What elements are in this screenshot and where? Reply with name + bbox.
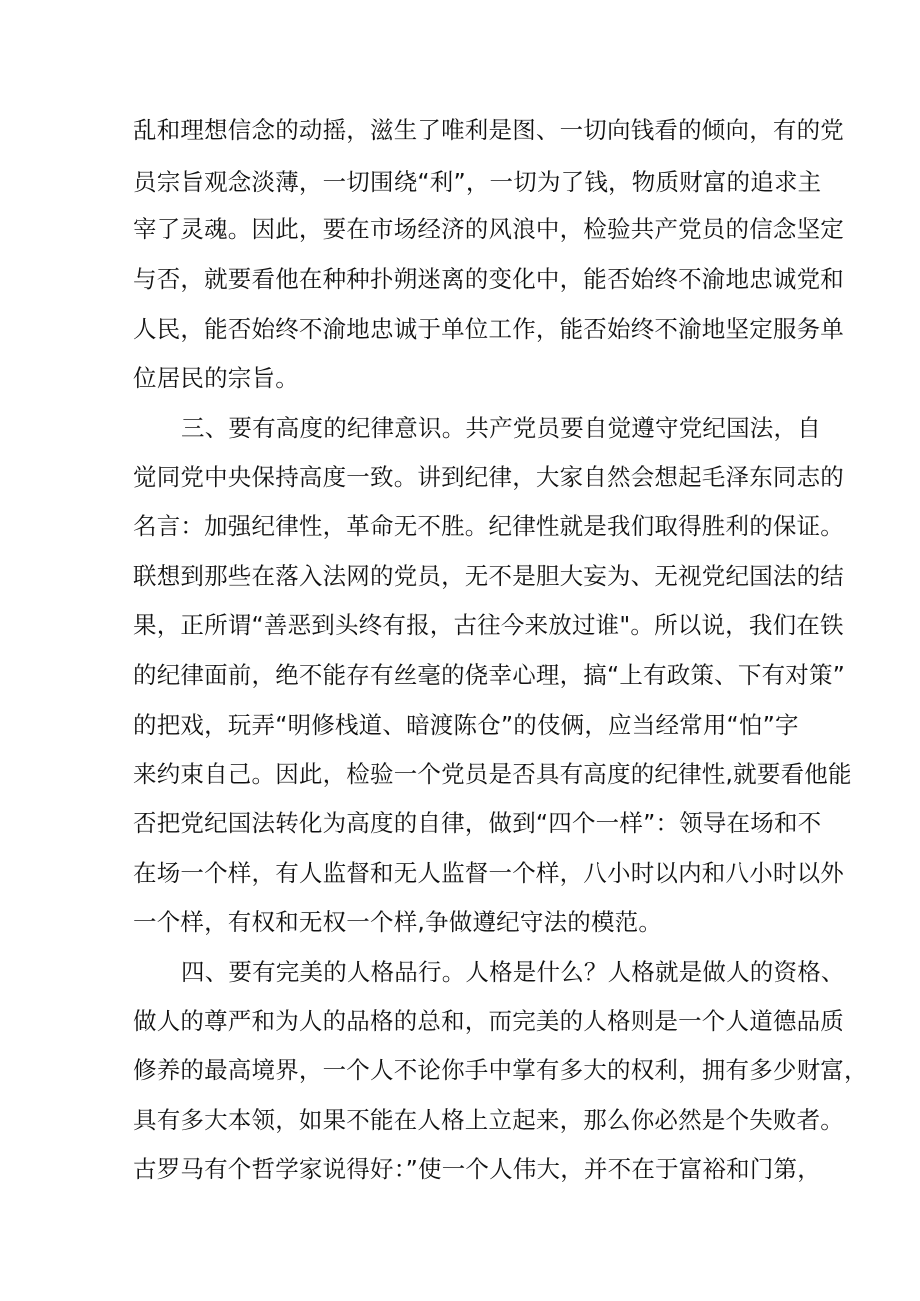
- text-line: 具有多大本领，如果不能在人格上立起来，那么你必然是个失败者。: [133, 1106, 844, 1134]
- text-line: 联想到那些在落入法网的党员，无不是胆大妄为、无视党纪国法的结: [133, 562, 844, 590]
- text-line: 觉同党中央保持高度一致。讲到纪律，大家自然会想起毛泽东同志的: [133, 463, 844, 491]
- text-line: 与否，就要看他在种种扑朔迷离的变化中，能否始终不渝地忠诚党和: [133, 265, 844, 293]
- paragraph-three-heading-line: 三、要有高度的纪律意识。共产党员要自觉遵守党纪国法，自: [181, 414, 821, 442]
- text-line: 乱和理想信念的动摇，滋生了唯利是图、一切向钱看的倾向，有的党: [133, 116, 844, 144]
- text-line: 在场一个样，有人监督和无人监督一个样，八小时以内和八小时以外: [133, 859, 844, 887]
- text-line: 宰了灵魂。因此，要在市场经济的风浪中，检验共产党员的信念坚定: [133, 215, 844, 243]
- text-line: 的纪律面前，绝不能存有丝毫的侥幸心理，搞“上有政策、下有对策”: [133, 661, 846, 689]
- text-line: 位居民的宗旨。: [133, 364, 299, 392]
- text-line: 果，正所谓“善恶到头终有报，古往今来放过谁"。所以说，我们在铁: [133, 611, 844, 639]
- text-line: 人民，能否始终不渝地忠诚于单位工作，能否始终不渝地坚定服务单: [133, 315, 844, 343]
- text-line: 一个样，有权和无权一个样,争做遵纪守法的模范。: [133, 908, 663, 936]
- text-line: 否把党纪国法转化为高度的自律，做到“四个一样”：领导在场和不: [133, 809, 822, 837]
- text-line: 名言：加强纪律性，革命无不胜。纪律性就是我们取得胜利的保证。: [133, 512, 844, 540]
- text-line: 做人的尊严和为人的品格的总和，而完美的人格则是一个人道德品质: [133, 1007, 844, 1035]
- text-line: 的把戏，玩弄“明修栈道、暗渡陈仓”的伎俩，应当经常用“怕”字: [133, 711, 799, 739]
- text-line: 员宗旨观念淡薄，一切围绕“利”，一切为了钱，物质财富的追求主: [133, 168, 822, 196]
- text-line: 来约束自己。因此，检验一个党员是否具有高度的纪律性,就要看他能: [133, 760, 852, 788]
- text-line: 修养的最高境界，一个人不论你手中掌有多大的权利，拥有多少财富，: [133, 1056, 868, 1084]
- paragraph-four-heading-line: 四、要有完美的人格品行。人格是什么？人格就是做人的资格、: [181, 958, 845, 986]
- text-line: 古罗马有个哲学家说得好：”使一个人伟大，并不在于富裕和门第，: [133, 1155, 821, 1183]
